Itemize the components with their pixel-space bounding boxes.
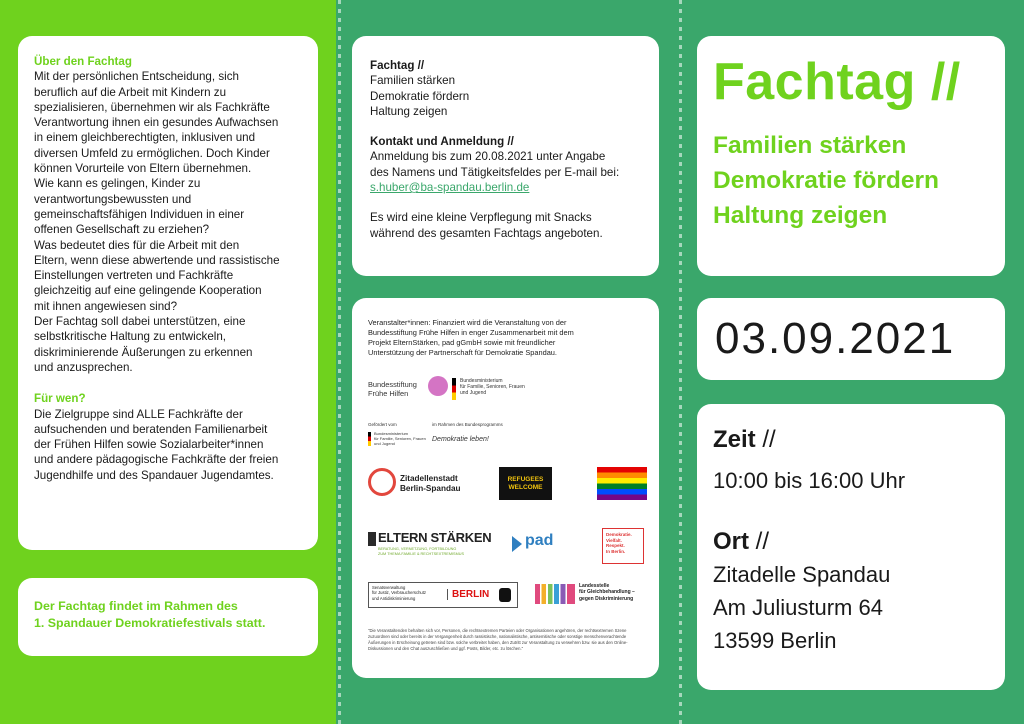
fruehe-hilfen-text: Bundesstiftung Frühe Hilfen xyxy=(368,380,417,398)
place-value: Zitadelle Spandau Am Juliusturm 64 13599 Berlin xyxy=(713,562,891,653)
fruehe-hilfen-logo xyxy=(368,372,448,402)
fold-line xyxy=(338,0,341,724)
email-link[interactable]: s.huber@ba-spandau.berlin.de xyxy=(370,181,530,195)
disclaimer-text: "Die Veranstaltenden behalten sich vor, Personen, die rechtsextremen Parteien oder Organisationen angehören, der rechtsextremen Szene zuzuordnen sind oder bereits in der Vergangenheit durch rassistische, nationalistische, antisemitische oder sonstige menschenverachtende Äußerungen in Erscheinung getreten sind bzw. solche verbreitet haben, den Zutritt zur Veranstaltung zu verwehren bzw. sie aus den Online-Diskussionen und den Chat auszuschließen und ggf. Posts, Bilder, etc. zu löschen." xyxy=(368,628,628,651)
place-label: Ort xyxy=(713,528,749,555)
about-text: Mit der persönlichen Entscheidung, sich beruflich auf die Arbeit mit Kindern zu spezialisieren, übernehmen wir als Fachkräfte Verantwortung ihnen ein gesundes Aufwachsen in einem gleichberechtigten, inklusiven und diversen Umfeld zu ermöglichen. Doch Kinder können Vorurteile von Eltern übernehmen. Wie kann es gelingen, Kinder zu verantwortungsbewussten und gemeinschaftsfähigen Individuen in einer offenen Gesellschaft zu erziehen? Was bedeutet dies für die Arbeit mit den Eltern, wenn diese abwertende und rassistische Einstellungen vertreten und Fachkräfte gleichzeitig auf eine gelingende Kooperation mit ihnen angewiesen sind? Der Fachtag soll dabei unterstützen, eine selbstkritische Haltung zu entwickeln, diskriminierende Äußerungen zu erkennen und anzusprechen. xyxy=(34,70,280,374)
fold-line xyxy=(679,0,682,724)
demokratie-vielfalt-logo xyxy=(602,528,644,564)
demokratie-leben-logo: Demokratie leben! xyxy=(432,436,489,443)
landesstelle-logo xyxy=(535,580,650,610)
for-whom-text: Die Zielgruppe sind ALLE Fachkräfte der aufsuchenden und beratenden Familienarbeit der Frühen Hilfen sowie Sozialarbeiter*innen und andere pädagogische Fachkräfte der freien Jugendhilfe und des Spandauer Jugendamtes. xyxy=(34,407,279,482)
rainbow-flag xyxy=(597,467,647,500)
time-label: Zeit xyxy=(713,426,756,453)
main-subtitle: Familien stärken Demokratie fördern Haltung zeigen xyxy=(713,132,940,229)
main-title: Fachtag // xyxy=(713,53,961,111)
landesstelle-icon xyxy=(535,584,575,604)
about-heading: Über den Fachtag xyxy=(34,55,132,68)
demokratie-vielfalt-text: Demokratie. Vielfalt. Respekt. In Berlin. xyxy=(606,532,632,554)
catering-text: Es wird eine kleine Verpflegung mit Snacks während des gesamten Fachtags angeboten. xyxy=(370,211,603,240)
title-card xyxy=(697,36,1005,276)
senat-text: Senatsverwaltung für Justiz, Verbraucherschutz und Antidiskriminierung xyxy=(372,585,426,601)
ministry-text: Bundesministerium für Familie, Senioren, Frauen und Jugend xyxy=(460,378,525,396)
festival-text: Der Fachtag findet im Rahmen des 1. Spandauer Demokratiefestivals statt. xyxy=(34,599,266,630)
contact-text: Anmeldung bis zum 20.08.2021 unter Angabe des Namens und Tätigkeitsfeldes per E-mail bei: xyxy=(370,150,620,179)
event-date: 03.09.2021 xyxy=(715,314,956,363)
pad-text: pad xyxy=(525,532,554,549)
eltern-staerken-text: ELTERN STÄRKEN xyxy=(378,530,492,545)
senat-logo xyxy=(368,582,518,608)
refugees-welcome-logo xyxy=(499,467,552,500)
fruehe-hilfen-icon xyxy=(428,376,448,396)
zitadellenstadt-text: Zitadellenstadt Berlin-Spandau xyxy=(400,474,461,493)
info-card xyxy=(352,36,659,276)
pad-logo xyxy=(512,530,582,564)
gefoerdert-label: Gefördert vom xyxy=(368,422,397,427)
berlin-text: BERLIN xyxy=(447,589,489,600)
eagle-icon xyxy=(452,378,456,400)
contact-heading: Kontakt und Anmeldung // xyxy=(370,135,514,149)
date-card xyxy=(697,298,1005,380)
zitadelle-icon xyxy=(368,468,396,496)
im-rahmen-label: im Rahmen des Bundesprogramms xyxy=(432,422,503,427)
landesstelle-text: Landesstelle für Gleichbehandlung – gegen Diskriminierung xyxy=(579,583,635,602)
eltern-sub-text: BERATUNG, VERNETZUNG, FORTBILDUNG ZUM THEMA FAMILIE & RECHTSEXTREMISMUS xyxy=(378,547,465,556)
bear-icon xyxy=(499,588,511,602)
fachtag-heading: Fachtag // xyxy=(370,59,425,72)
ministry-logo xyxy=(452,372,542,408)
time-place-card xyxy=(697,404,1005,690)
flag-icon xyxy=(368,432,371,446)
bmfsfj-small-text: Bundesministerium für Familie, Senioren, Frauen und Jugend xyxy=(374,431,426,446)
eltern-staerken-logo xyxy=(368,530,498,564)
refugees-welcome-text: REFUGEES WELCOME xyxy=(507,475,544,491)
for-whom-heading: Für wen? xyxy=(34,392,86,406)
time-separator: // xyxy=(762,426,776,453)
organizer-text: Veranstalter*innen: Finanziert wird die Veranstaltung von der Bundesstiftung Frühe Hilfen in enger Zusammenarbeit mit dem Projekt ElternStärken, pad gGmbH sowie mit freundlicher Unterstützung der Partnerschaft für Demokratie Spandau. xyxy=(368,318,574,357)
eltern-icon xyxy=(368,532,376,546)
logos-card xyxy=(352,298,659,678)
time-value: 10:00 bis 16:00 Uhr xyxy=(713,468,906,493)
zitadellenstadt-logo xyxy=(368,466,480,502)
about-card xyxy=(18,36,318,550)
place-separator: // xyxy=(755,528,770,555)
festival-card xyxy=(18,578,318,656)
pad-icon xyxy=(512,536,522,552)
fachtag-lines: Familien stärken Demokratie fördern Haltung zeigen xyxy=(370,74,470,118)
